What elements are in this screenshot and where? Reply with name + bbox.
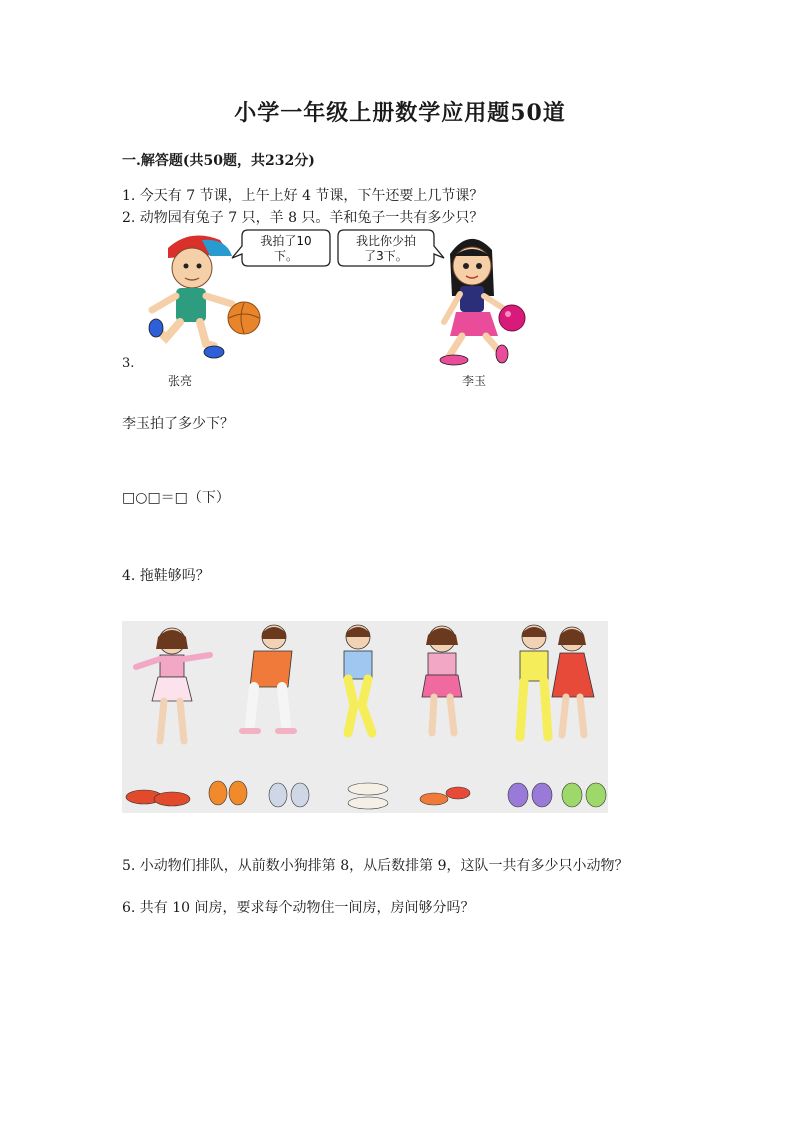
bubble-boy-line2: 下。 bbox=[273, 249, 299, 263]
q3-illustration bbox=[140, 226, 540, 376]
question-3-formula: □○□＝□（下） bbox=[122, 490, 230, 506]
question-3-number: 3. bbox=[122, 356, 135, 371]
question-3-text: 李玉拍了多少下？ bbox=[122, 416, 234, 432]
question-6: 6. 共有 10 间房，要求每个动物住一间房，房间够分吗？ bbox=[122, 900, 475, 916]
bubble-girl-line1: 我比你少拍 bbox=[355, 234, 417, 248]
section-heading: 一.解答题(共50题，共232分) bbox=[122, 153, 315, 169]
girl-figure bbox=[440, 239, 525, 365]
name-label-girl: 李玉 bbox=[462, 374, 487, 388]
bubble-boy-line1: 我拍了10 bbox=[260, 234, 312, 248]
q4-illustration bbox=[122, 621, 608, 813]
bubble-girl-line2: 了3下。 bbox=[364, 249, 408, 263]
page-title: 小学一年级上册数学应用题50道 bbox=[234, 100, 566, 126]
speech-bubble-girl bbox=[338, 230, 444, 266]
question-1: 1. 今天有 7 节课，上午上好 4 节课，下午还要上几节课？ bbox=[122, 188, 484, 204]
speech-bubble-boy bbox=[232, 230, 330, 266]
name-label-boy: 张亮 bbox=[168, 374, 193, 388]
question-2: 2. 动物园有兔子 7 只，羊 8 只。羊和兔子一共有多少只？ bbox=[122, 210, 484, 226]
question-4: 4. 拖鞋够吗？ bbox=[122, 568, 210, 584]
question-5: 5. 小动物们排队，从前数小狗排第 8，从后数排第 9，这队一共有多少只小动物？ bbox=[122, 858, 629, 874]
